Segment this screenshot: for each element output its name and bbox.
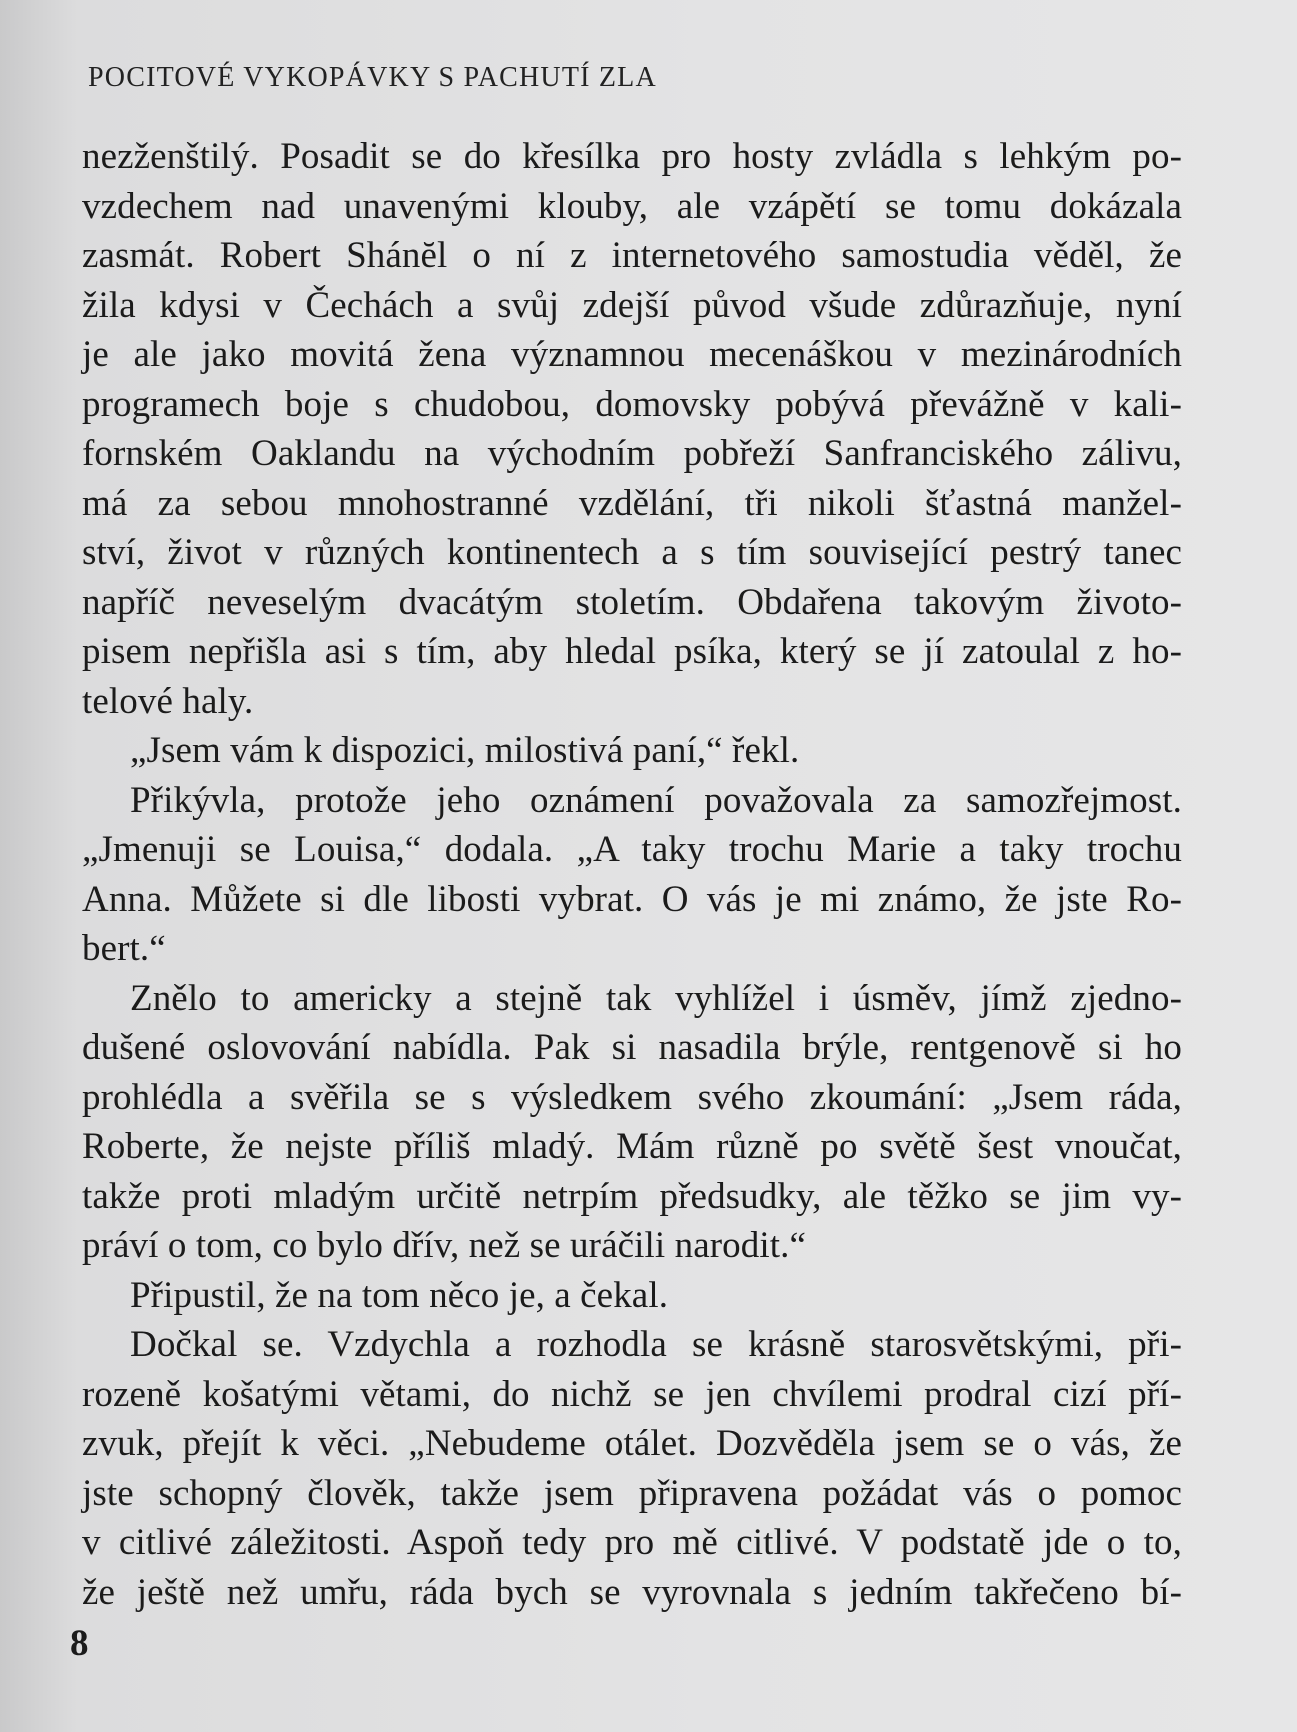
text-line: žila kdysi v Čechách a svůj zdejší původ všude zdůrazňuje, nyní <box>82 284 1182 326</box>
text-line: Anna. Můžete si dle libosti vybrat. O vás je mi známo, že jste Ro- <box>82 878 1182 920</box>
text-line: Roberte, že nejste příliš mladý. Mám různě po světě šest vnoučat, <box>82 1126 1182 1167</box>
text-line: že ještě než umřu, ráda bych se vyrovnala s jedním takřečeno bí- <box>82 1571 1182 1613</box>
text-line: prohlédla a svěřila se s výsledkem svého zkoumání: „Jsem ráda, <box>82 1076 1182 1118</box>
text-line: pisem nepřišla asi s tím, aby hledal psíka, který se jí zatoulal z ho- <box>82 631 1182 672</box>
text-line: Přikývla, protože jeho oznámení považovala za samozřejmost. <box>130 779 1182 821</box>
text-line: dušené oslovování nabídla. Pak si nasadila brýle, rentgenově si ho <box>82 1027 1182 1068</box>
text-line: napříč neveselým dvacátým stoletím. Obdařena takovým životo- <box>82 581 1182 623</box>
text-line: v citlivé záležitosti. Aspoň tedy pro mě citlivé. V podstatě jde o to, <box>82 1522 1182 1563</box>
body-text <box>82 132 1182 1617</box>
page-number: 8 <box>70 1623 89 1664</box>
text-line: jste schopný člověk, takže jsem připravena požádat vás o pomoc <box>82 1472 1182 1514</box>
text-line: má za sebou mnohostranné vzdělání, tři nikoli šťastná manžel- <box>82 482 1182 524</box>
text-line: „Jmenuji se Louisa,“ dodala. „A taky trochu Marie a taky trochu <box>82 829 1182 870</box>
text-line: ství, život v různých kontinentech a s tím související pestrý tanec <box>82 532 1182 573</box>
text-line: telové haly. <box>82 680 254 722</box>
text-line: fornském Oaklandu na východním pobřeží Sanfranciského zálivu, <box>82 433 1182 474</box>
running-header: POCITOVÉ VYKOPÁVKY S PACHUTÍ ZLA <box>88 62 657 93</box>
text-line: rozeně košatými větami, do nichž se jen chvílemi prodral cizí pří- <box>82 1373 1182 1415</box>
text-line: Znělo to americky a stejně tak vyhlížel i úsměv, jímž zjedno- <box>130 977 1182 1019</box>
text-line: takže proti mladým určitě netrpím předsudky, ale těžko se jim vy- <box>82 1175 1182 1217</box>
text-line: zasmát. Robert Shánĕl o ní z internetového samostudia věděl, že <box>82 235 1182 276</box>
text-line: programech boje s chudobou, domovsky pobývá převážně v kali- <box>82 383 1182 425</box>
text-line: vzdechem nad unavenými klouby, ale vzápětí se tomu dokázala <box>82 185 1182 227</box>
text-line: nezženštilý. Posadit se do křesílka pro hosty zvládla s lehkým po- <box>82 136 1182 177</box>
text-line: „Jsem vám k dispozici, milostivá paní,“ řekl. <box>130 730 800 771</box>
text-line: bert.“ <box>82 928 166 969</box>
text-line: práví o tom, co bylo dřív, než se uráčili narodit.“ <box>82 1225 806 1266</box>
text-line: Připustil, že na tom něco je, a čekal. <box>130 1274 669 1316</box>
text-line: zvuk, přejít k věci. „Nebudeme otálet. Dozvěděla jsem se o vás, že <box>82 1423 1182 1464</box>
text-line: je ale jako movitá žena významnou mecenáškou v mezinárodních <box>82 334 1182 375</box>
text-line: Dočkal se. Vzdychla a rozhodla se krásně starosvětskými, při- <box>130 1324 1182 1365</box>
